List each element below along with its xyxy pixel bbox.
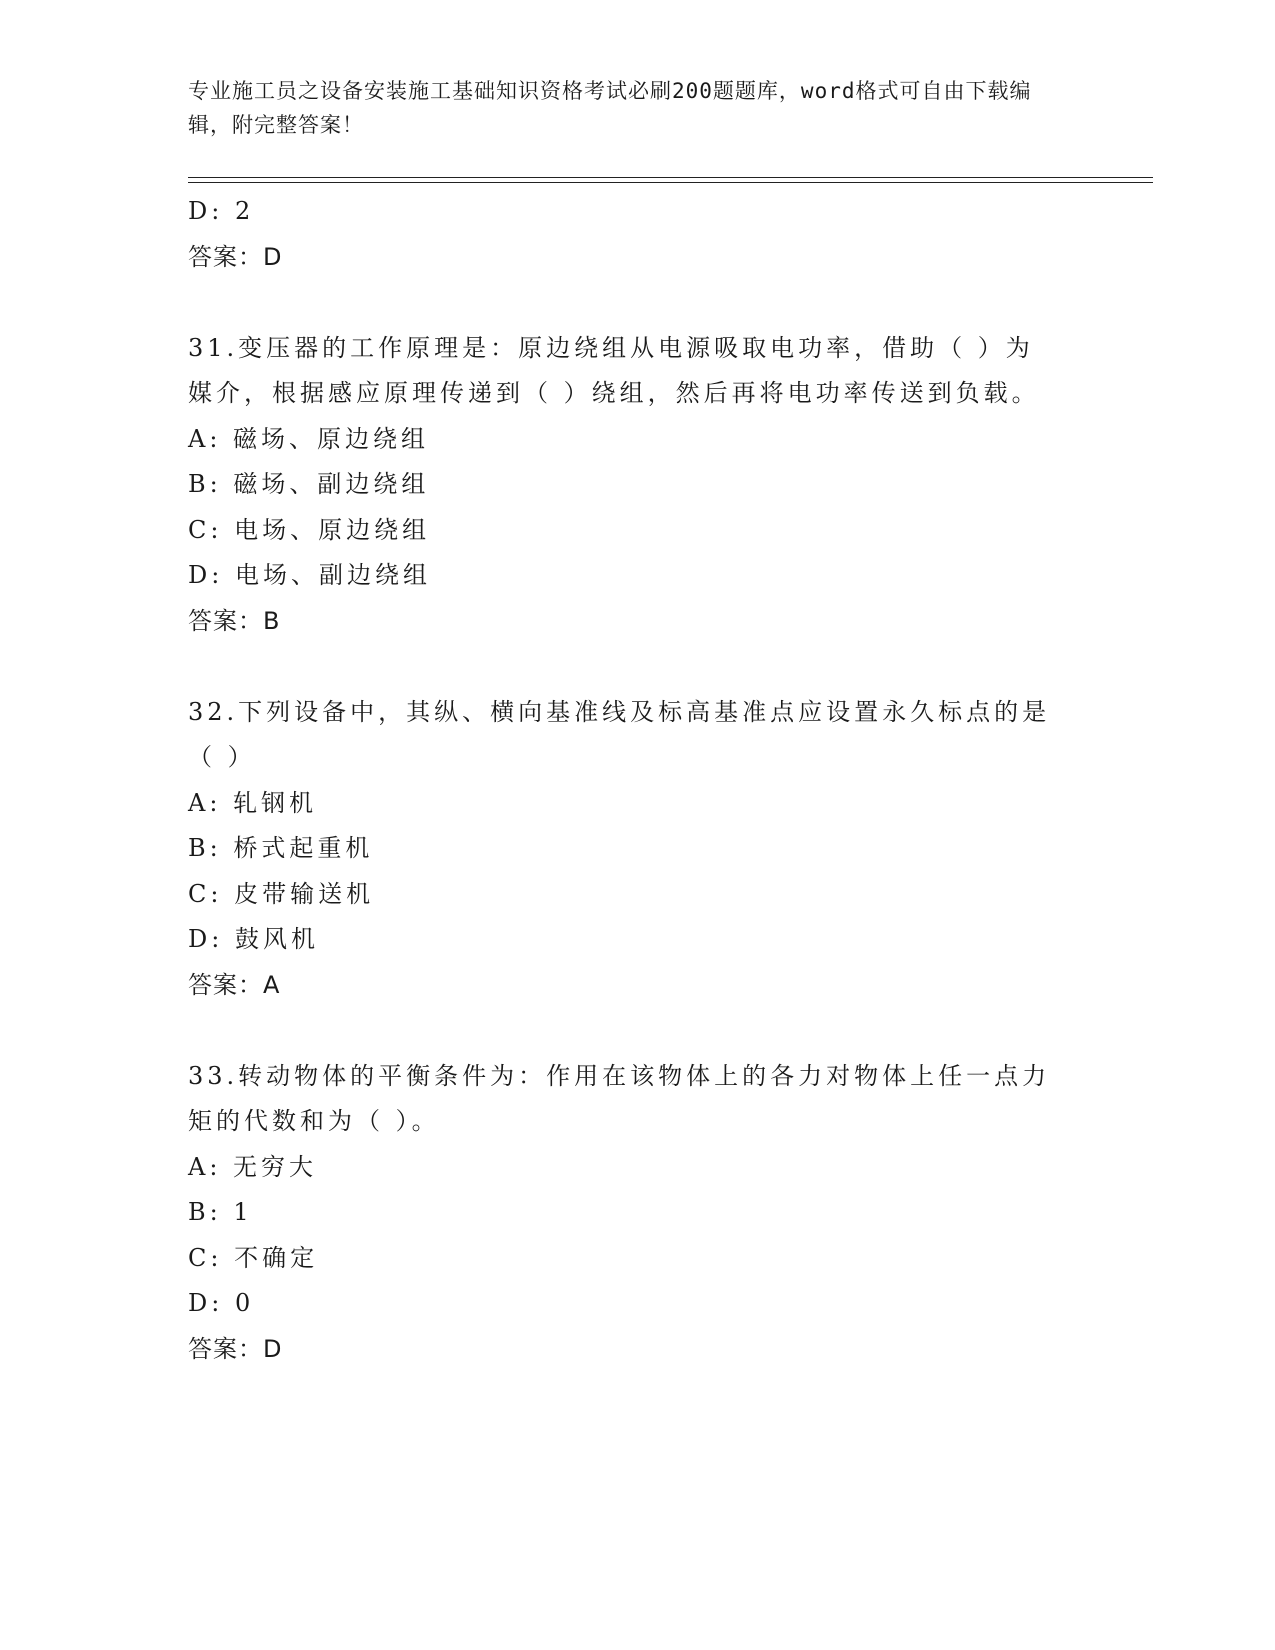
page-header-title: 专业施工员之设备安装施工基础知识资格考试必刷200题题库，word格式可自由下载编辑，附完整答案！ — [188, 79, 1032, 137]
question-31-option-b: B: 磁场、副边绕组 — [188, 470, 430, 498]
question-32-option-b: B: 桥式起重机 — [188, 834, 374, 862]
header-divider-top — [188, 177, 1153, 178]
question-31-option-c: C: 电场、原边绕组 — [188, 515, 431, 544]
spacer — [188, 1008, 1088, 1054]
question-31-text-line1: 31.变压器的工作原理是：原边绕组从电源吸取电功率，借助（ ）为 — [188, 333, 1034, 362]
question-32-option-d: D: 鼓风机 — [188, 925, 319, 953]
question-33 — [188, 1054, 1088, 1373]
header-divider-bottom — [188, 182, 1153, 183]
prev-option-d: D: 2 — [188, 197, 255, 225]
question-33-text-line1: 33.转动物体的平衡条件为：作用在该物体上的各力对物体上任一点力 — [188, 1061, 1051, 1090]
question-32-text-line1: 32.下列设备中，其纵、横向基准线及标高基准点应设置永久标点的是 — [188, 697, 1051, 726]
question-31-text-line2: 媒介，根据感应原理传递到（ ）绕组，然后再将电功率传送到负载。 — [188, 379, 1040, 407]
question-33-option-b: B: 1 — [188, 1198, 253, 1226]
question-32-option-c: C: 皮带输送机 — [188, 879, 375, 908]
question-content — [188, 189, 1088, 1372]
spacer — [188, 280, 1088, 326]
question-32-option-a: A: 轧钢机 — [188, 788, 318, 817]
question-31 — [188, 326, 1088, 645]
question-33-text-line2: 矩的代数和为（ ）。 — [188, 1107, 440, 1135]
question-31-answer: 答案：B — [188, 606, 281, 635]
question-33-option-a: A: 无穷大 — [188, 1152, 318, 1181]
question-32-text-line2: （ ） — [188, 743, 256, 771]
question-31-option-a: A: 磁场、原边绕组 — [188, 424, 430, 453]
prev-answer: 答案：D — [188, 242, 283, 271]
question-33-answer: 答案：D — [188, 1334, 283, 1363]
question-33-option-c: C: 不确定 — [188, 1243, 319, 1272]
question-33-option-d: D: 0 — [188, 1289, 255, 1317]
spacer — [188, 644, 1088, 690]
question-32-answer: 答案：A — [188, 970, 281, 999]
question-32 — [188, 690, 1088, 1009]
question-31-option-d: D: 电场、副边绕组 — [188, 561, 431, 589]
